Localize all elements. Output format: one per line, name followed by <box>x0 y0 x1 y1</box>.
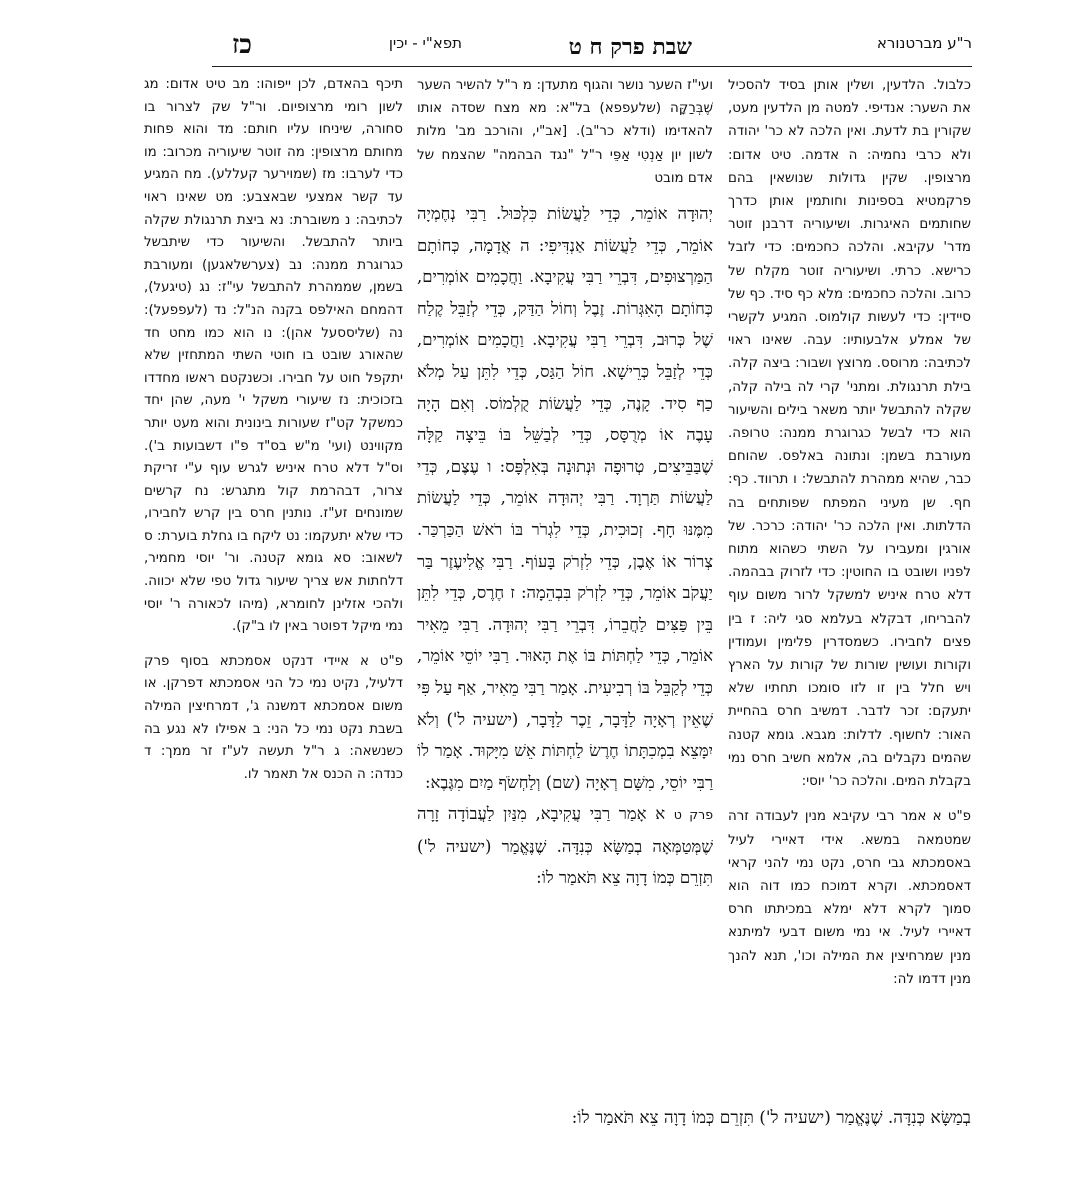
paragraph-gap <box>144 639 403 651</box>
mishnah-paragraph-1: יְהוּדָה אוֹמֵר, כְּדֵי לַעֲשׂוֹת כִּלְכּוּל. רַבִּי נְחֶמְיָה אוֹמֵר, כְּדֵי לַעֲשׂוֹת אַנְדִּיפִי: ה אֲדָמָה, כְּחוֹתָם הַמַּרְצוּפִים, דִּבְרֵי רַבִּי עֲקִיבָא. וַחֲכָמִים אוֹמְרִים, כְּחוֹתָם הָאִגְּרוֹת. זֶבֶל וְחוֹל הַדַּק, כְּדֵי לְזַבֵּל קֶלַח שֶׁל כְּרוּב, דִּבְרֵי רַבִּי עֲקִיבָא. וַחֲכָמִים אוֹמְרִים, כְּדֵי לְזַבֵּל כְּרֵישָׁא. חוֹל הַגַּס, כְּדֵי לִתֵּן עַל מְלֹא כַף סִיד. קָנֶה, כְּדֵי לַעֲשׂוֹת קֻלְמוֹס. וְאִם הָיָה עָבֶה אוֹ מְרֻסָּס, כְּדֵי לְבַשֵּׁל בּוֹ בֵּיצָה קַלָּה שֶׁבַּבֵּיצִים, טְרוּפָה וּנְתוּנָה בְּאִלְפָּס: ו עֶצֶם, כְּדֵי לַעֲשׂוֹת תַּרְוָד. רַבִּי יְהוּדָה אוֹמֵר, כְּדֵי לַעֲשׂוֹת מִמֶּנּוּ חָף. זְכוּכִית, כְּדֵי לִגְרֹר בּוֹ רֹאשׁ הַכַּרְכַּר. צְרוֹר אוֹ אֶבֶן, כְּדֵי לִזְרֹק בָּעוֹף. רַבִּי אֱלִיעֶזֶר בַּר יַעֲקֹב אוֹמֵר, כְּדֵי לִזְרֹק בִּבְהֵמָה: ז חֶרֶס, כְּדֵי לִתֵּן בֵּין פַּצִּים לַחֲבֵרוֹ, דִּבְרֵי רַבִּי יְהוּדָה. רַבִּי מֵאִיר אוֹמֵר, כְּדֵי לַחְתּוֹת בּוֹ אֶת הָאוּר. רַבִּי יוֹסֵי אוֹמֵר, כְּדֵי לְקַבֵּל בּוֹ רְבִיעִית. אָמַר רַבִּי מֵאִיר, אַף עַל פִּי שֶׁאֵין רְאָיָה לַדָּבָר, זֵכֶר לַדָּבָר, (ישעיה ל') וְלֹא יִמָּצֵא בִמְכִתָּתוֹ חֶרֶשׂ לַחְתּוֹת אֵשׁ מִיָּקוּד. אָמַר לוֹ רַבִּי יוֹסֵי, מִשָּׁם רְאָיָה (שם) וְלַחְשֹׂף מַיִם מִגֶּבֶא: <box>417 204 713 792</box>
mishnah-top-note: ועי"ז השער נושר והגוף מתעדן: מ ר"ל להשיר השער שֶׁבְּרַקָּה (שלעפפא) בל"א: מא מצח שסדה אותו להאדימו (ודלא כר"ב). [אב"י, והורכב מב' מלות לשון יון אַנְטִי אַפֵּי ר"ל "נגד הבהמה" שהצמח של אדם מובט <box>417 78 713 186</box>
yachin-paragraph-1: תיכף בהאדם, לכן ייפוהו: מב טיט אדום: מג לשון רומי מרצופיום. ור"ל שק לצרור בו סחורה, שיניחו עליו חותם: מד והוא פחות מחותם מרצופין: מה זוטר שיעוריה מכרוב: מו כדי לערבו: מז (שמוירער קעללע). מח המגיע עד קשר אמצעי שבאצבע: מט שאינו ראוי לכתיבה: נ משוברת: נא ביצת תרנגולת שקלה ביותר להתבשל. והשיעור כדי שיתבשל כגרוגרת ממנה: נב (צערשלאגען) ומעורבת בשמן, שממהרת להתבשל עי"ז: נג (טיגעל), דהמחם האילפס בקנה הנ"ל: נד (לעפפעל): נה (שליססעל אהן): נו הוא כמו מחט חד שהאורג שובט בו חוטי השתי המתחזין שלא יתקפל חוט על חבירו. וכשנקטם ראשו מחדדו בזכוכית: נז שיעורי משקל י' מעה, שהן יחד כמשקל קט"ז שעורות בינונית והוא מעט יותר מקווינט (ועי' מ"ש בס"ד פ"ו דשבועות ב'). וס"ל דלא טרח איניש לגרש עוף ע"י זריקת צרור, דבהרמת קול מתגרש: נח קרשים שמונחים זע"ז. נותנין חרס בין קרש לחבירו, כדי שלא יתעקמו: נט ליקח בו גחלת בוערת: ס לשאוב: סא גומא קטנה. ור' יוסי מחמיר, דלחתות אש צריך שיעור גדול טפי שלא יכווה. ולהכי אזלינן לחומרא, (מיהו לכאורה ר' יוסי נמי מיקל דפוטר באין לו ב"ק). <box>144 77 403 635</box>
header-rule <box>212 66 972 67</box>
chapter-lead: פרק ט <box>673 807 713 823</box>
page-number: כז <box>232 30 252 60</box>
bartenura-paragraph-1: כלבול. הלדעין, ושלין אותן בסיד להסכיל את השער: אנדיפי. למטה מן הלדעין מעט, שקורין בת לדעת. ואין הלכה לא כר' יהודה ולא כרבי נחמיה: ה אדמה. טיט אדום: מרצופין. שקין גדולות שנושאין בהם פרקמטיא בספינות וחותמין אותן כדרך שחותמים האיגרות. ושיעוריה דרבנן זוטר מדר' עקיבא. והלכה כחכמים: כדי לזבל כרישא. כרתי. ושיעוריה זוטר מקלח של כרוב. והלכה כחכמים: מלא כף סיד. כף של סיידין: כדי לעשות קולמוס. המגיע לקשרי של אמלע אלבעותיו: עבה. שאינו ראוי לכתיבה: מרוסס. מרוצץ ושבור: ביצה קלה. בילת תרנגולת. ומתני' קרי לה בילה קלה, שקלה להתבשל יותר משאר בילים והשיעור הוא כדי לבשל כגרוגרת ממנה: טרופה. מעורבת בשמן: ונתונה באלפס. שהוחם כבר, שהיא ממהרת להתבשל: ו תרווד. כף: חף. שן מעיני המפתח שפותחים בה הדלתות. ואין הלכה כר' יהודה: כרכר. של אורגין ומעבירו על השתי כשהוא מתוח לפניו ושובט בו החוטין: כדי לזרוק בבהמה. דלא טרח איניש למשקל לרור משום עוף להבריחו, דבקלא בעלמא סגי ליה: ז בין פצים לחבירו. כשמסדרין פלימין ועמודין וקורות ועושין שורות של קורות על הארץ ויש חלל בין זו לזו סומכו תחתיו שלא יתעקם: זכר לדבר. דמשיב חרס בהחיית האור: לחשוף. לדלות: מגבא. גומא קטנה שהמים נקבלים בה, אלמא חשיב חרס נמי בקבלת המים. והלכה כר' יוסי: <box>728 78 971 790</box>
mishnah-paragraph-2-text: א אָמַר רַבִּי עֲקִיבָא, מִנַּיִן לַעֲבוֹדָה זָרָה שֶׁמְּטַמְּאָה בְמַשָּׂא כְּנִדָּה. שֶׁנֶּאֱמַר (ישעיה ל') תִּזְרֵם כְּמוֹ דָוָה צֵא תֹּאמַר לוֹ: <box>417 804 713 888</box>
bartenura-column <box>728 74 971 1114</box>
header-commentary-title: תפא"י - יכין <box>388 34 462 52</box>
mishnah-column <box>417 74 713 1134</box>
mishnah-continuation-line: בְמַשָּׂא כְּנִדָּה. שֶׁנֶּאֱמַר (ישעיה ל') תִּזְרֵם כְּמוֹ דָוָה צֵא תֹּאמַר לוֹ: <box>571 1108 971 1128</box>
yachin-paragraph-2: פ"ט א איידי דנקט אסמכתא בסוף פרק דלעיל, נקיט נמי כל הני אסמכתא דפרקן. או משום אסמכתא דמשנה ג', דמרחיצין המילה בשבת נקט נמי כל הני: ב אפילו לא נגע בה כשנשאה: ג ר"ל תעשה לע"ז זר ממך: ד כנדה: ה הכנס אל תאמר לו. <box>144 653 403 782</box>
yachin-column <box>144 74 403 1134</box>
header-tractate-chapter: שבת פרק ח ט <box>568 34 692 60</box>
bartenura-paragraph-2: פ"ט א אמר רבי עקיבא מנין לעבודה זרה שמטמאה במשא. אידי דאיירי לעיל באסמכתא גבי חרס, נקט נמי להני קראי דאסמכתא. וקרא דמוכח כמו דוה הוא סמוך לקרא דלא ימלא במכיתתו חרס דאיירי לעיל. אי נמי משום דבעי למיתנא מנין שמרחיצין את המילה וכו', תנא להנך מנין דדמו לה: <box>728 809 971 987</box>
paragraph-gap <box>728 793 971 805</box>
header-commentary-name: ר"ע מברטנורא <box>876 34 972 52</box>
mishnah-paragraph-2 <box>417 798 713 894</box>
page-header <box>212 30 972 64</box>
